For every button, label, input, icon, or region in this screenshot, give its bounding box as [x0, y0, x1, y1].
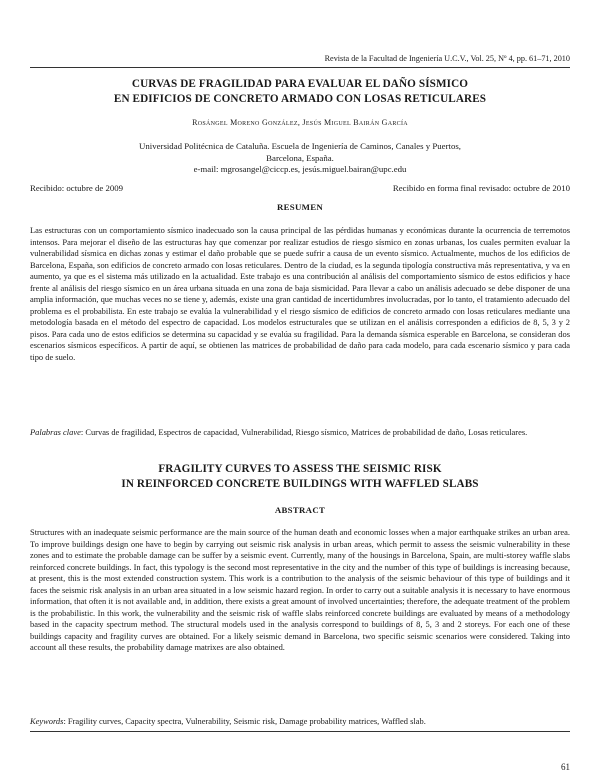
received-date: Recibido: octubre de 2009	[30, 183, 124, 193]
palabras-clave-label: Palabras clave	[30, 427, 81, 437]
resumen-heading: RESUMEN	[276, 202, 324, 212]
spanish-title-line-2: EN EDIFICIOS DE CONCRETO ARMADO CON LOSAS RETICULARES	[113, 93, 487, 105]
english-title-line-2: IN REINFORCED CONCRETE BUILDINGS WITH WAFFLED SLABS	[121, 478, 479, 490]
resumen-text: Las estructuras con un comportamiento sísmico inadecuado son la causa principal de las pérdidas humanas y económicas durante la ocurrencia de terremotos intensos. Para mejorar el diseño de las estructuras hay que comenzar por realizar estudios de riesgo sísmico en zonas urbanas, los cuales permiten evaluar la vulnerabilidad sísmica en dichas zonas y estimar el daño probable que se puede sufrir a causa de un evento sísmico. Actualmente, muchos de los edificios de Barcelona, España, son edificios de concreto armado con losas reticulares. Dentro de la ciudad, es la segunda tipología constructiva más representativa, y va en aumento, ya que es el sistema más utilizado en la actualidad. Este trabajo es una contribución al análisis del comportamiento sísmico de estos edificios y hace frente al análisis del riesgo sísmico en un área urbana situada en una zona de baja sismicidad. Para llevar a cabo un análisis adecuado se debe disponer de una amplia información, que muchas veces no se tiene y, además, existe una gran cantidad de incertidumbres involucradas, por lo tanto, el tratamiento adecuado del problema es el probabilista. En este trabajo se evalúa la vulnerabilidad y el riesgo sísmico de edificios de concreto armado con losas reticulares mediante una metodología basada en el método del espectro de capacidad. Los modelos estructurales que se utilizan en el análisis corresponden a edificios de 8, 5, 3 y 2 pisos. Para cada uno de estos edificios se determina su capacidad y se evalúa su fragilidad. Para la demanda sísmica esperable en Barcelona, se consideran dos escenarios sísmicos específicos. A partir de aquí, se obtienen las matrices de probabilidad de daño para cada modelo, para cada escenario sísmico y para cada tipo de suelo.	[30, 225, 570, 363]
abstract-text: Structures with an inadequate seismic performance are the main source of the human death and economic losses when a major earthquake strikes an urban area. To improve buildings design one have to begin by carrying out seismic risk analysis in urban areas, which permit to assess the seismic vulnerability in these zones and to estimate the probable damage can be suffer by a seismic event. Currently, many of the housings in Barcelona, Spain, are multi-storey waffle slabs reinforced concrete buildings. In fact, this typology is the second most representative in the city and the number of this type of buildings is increasing because, at present, this is the most extended construction system. This work is a contribution to the analysis of the seismic behaviour of this type of buildings and it faces the seismic risk analysis in an urban area situated in a low seismic hazard region. In order to carry out a suitable analysis it is necessary to have enormous information, that often it is not available and, in addition, there exists a great amount of involved uncertainties; therefore, the adequate treatment of the problem is the probabilistic. In this work, the vulnerability and the seismic risk of waffle slabs reinforced concrete buildings are evaluated by means of a methodology based in the capacity spectrum method. The structural models used in the analysis correspond to buildings of 8, 5, 3 and 2 storeys. For each one of these buildings capacity and fragility curves are obtained. For a likely seismic demand in Barcelona, two specific seismic scenarios were considered. Taking into account all these results, the probability damage matrixes are also obtained.	[30, 527, 570, 653]
journal-header: Revista de la Facultad de Ingeniería U.C.V., Vol. 25, Nº 4, pp. 61–71, 2010	[324, 54, 570, 63]
header-rule	[30, 67, 570, 68]
spanish-title	[40, 77, 560, 107]
revised-date: Recibido en forma final revisado: octubre de 2010	[392, 183, 570, 193]
abstract-heading: ABSTRACT	[274, 505, 326, 515]
keywords-label: Keywords	[30, 716, 64, 726]
affiliation-line-1: Universidad Politécnica de Cataluña. Escuela de Ingeniería de Caminos, Canales y Puertos,	[139, 141, 461, 151]
keywords-text: : Fragility curves, Capacity spectra, Vulnerability, Seismic risk, Damage probability matrices, Waffled slab.	[63, 716, 426, 726]
keywords	[30, 716, 570, 728]
authors: Rosángel Moreno González, Jesús Miguel Bairán García	[192, 118, 408, 127]
palabras-clave	[30, 427, 570, 439]
palabras-clave-text: : Curvas de fragilidad, Espectros de capacidad, Vulnerabilidad, Riesgo sísmico, Matrices de probabilidad de daño, Losas reticulares.	[80, 427, 528, 437]
english-title-line-1: FRAGILITY CURVES TO ASSESS THE SEISMIC RISK	[158, 463, 442, 475]
spanish-title-line-1: CURVAS DE FRAGILIDAD PARA EVALUAR EL DAÑO SÍSMICO	[131, 78, 469, 90]
affiliation-line-3: e-mail: mgrosangel@ciccp.es, jesús.miguel.bairan@upc.edu	[193, 164, 407, 174]
english-title	[40, 462, 560, 492]
affiliation	[40, 141, 560, 176]
footer-rule	[30, 731, 570, 732]
affiliation-line-2: Barcelona, España.	[266, 152, 334, 163]
page-number: 61	[561, 762, 570, 772]
